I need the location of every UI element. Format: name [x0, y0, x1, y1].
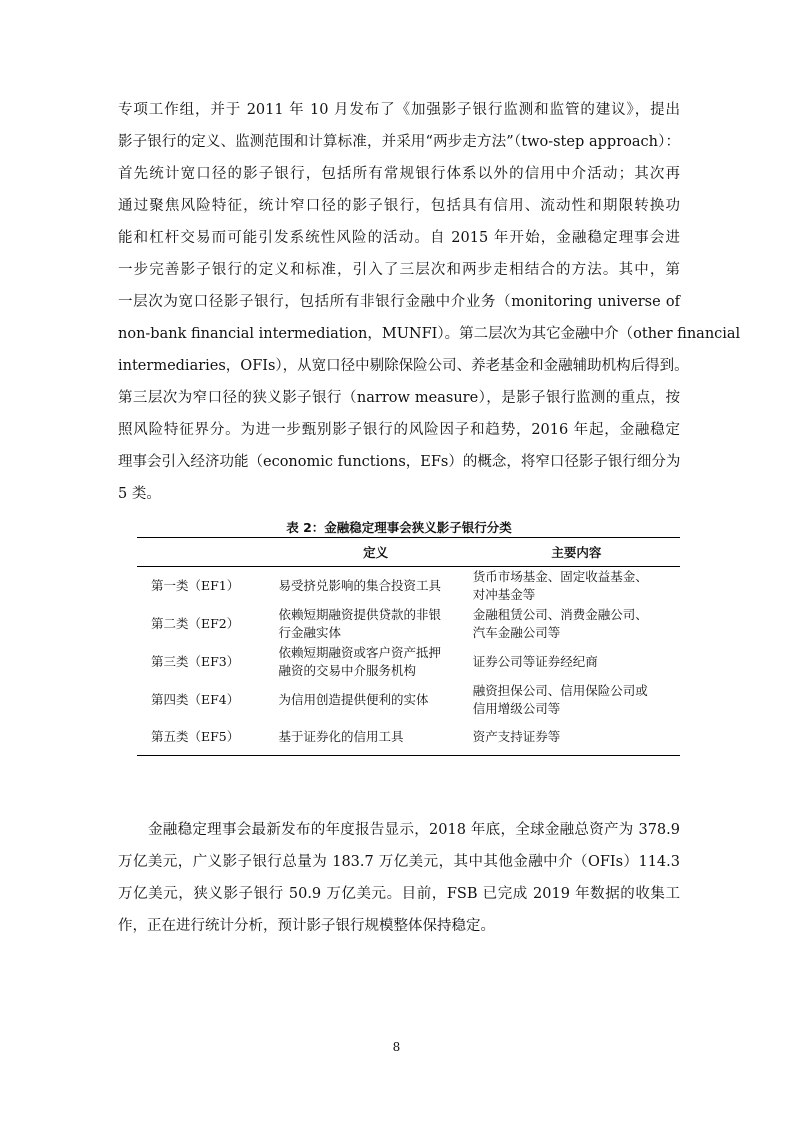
text-line: 专项工作组，并于 2011 年 10 月发布了《加强影子银行监测和监管的建议》，提出 [118, 102, 680, 118]
cell-content [473, 681, 680, 719]
header-definition: 定义 [279, 538, 473, 567]
header-content: 主要内容 [473, 538, 680, 567]
text-line: 5 类。 [118, 486, 161, 502]
cell-line: 货币市场基金、固定收益基金、 [472, 569, 648, 584]
cell-category: 第四类（EF4） [151, 692, 240, 707]
cell-definition [279, 605, 473, 643]
text-line: 影子银行的定义、监测范围和计算标准，并采用“两步走方法”（two-step approach）： [118, 134, 680, 150]
cell-definition [279, 567, 473, 606]
page-number: 8 [392, 1040, 401, 1054]
text-line: 照风险特征界分。为进一步甄别影子银行的风险因子和趋势，2016 年起，金融稳定 [118, 422, 680, 438]
text-line: 第三层次为窄口径的狭义影子银行（narrow measure），是影子银行监测的重点，按 [118, 390, 680, 406]
cell-line: 易受挤兑影响的集合投资工具 [278, 578, 442, 593]
table-caption: 表 2：金融稳定理事会狭义影子银行分类 [286, 520, 512, 535]
cell-line: 信用增级公司等 [472, 701, 561, 716]
text-line: 一层次为宽口径影子银行，包括所有非银行金融中介业务（monitoring universe of [118, 294, 680, 310]
cell-content [473, 643, 680, 681]
text-line: 作，正在进行统计分析，预计影子银行规模整体保持稳定。 [118, 918, 495, 934]
cell-definition [279, 643, 473, 681]
cell-line: 资产支持证券等 [472, 729, 561, 744]
cell-line: 融资担保公司、信用保险公司或 [472, 683, 648, 698]
cell-line: 汽车金融公司等 [472, 625, 561, 640]
cell-category: 第二类（EF2） [151, 616, 240, 631]
cell-line: 依赖短期融资或客户资产抵押 [278, 645, 442, 660]
table-row [137, 681, 680, 719]
cell-line: 金融租赁公司、消费金融公司、 [472, 607, 648, 622]
text-line: intermediaries，OFIs），从宽口径中剔除保险公司、养老基金和金融辅助机构后得到。 [118, 358, 689, 374]
cell-content [473, 719, 680, 756]
table-row [137, 567, 680, 606]
text-line: 能和杠杆交易而可能引发系统性风险的活动。自 2015 年开始，金融稳定理事会进 [118, 230, 680, 246]
cell-line: 基于证券化的信用工具 [278, 729, 404, 744]
text-line: 通过聚焦风险特征，统计窄口径的影子银行，包括具有信用、流动性和期限转换功 [118, 198, 680, 214]
cell-definition [279, 719, 473, 756]
table-row [137, 719, 680, 756]
cell-line: 融资的交易中介服务机构 [278, 663, 417, 678]
table-row [137, 605, 680, 643]
paragraph-shadow-banking-definition [118, 94, 741, 510]
shadow-banking-classification-table [137, 537, 680, 756]
text-line: 金融稳定理事会最新发布的年度报告显示，2018 年底，全球金融总资产为 378.9 [148, 822, 680, 838]
paragraph-shadow-banking-size [118, 814, 680, 942]
cell-category: 第五类（EF5） [137, 719, 279, 756]
header-category [137, 538, 279, 567]
cell-line: 为信用创造提供便利的实体 [278, 692, 429, 707]
table-header-row [137, 538, 680, 567]
text-line: 首先统计宽口径的影子银行，包括所有常规银行体系以外的信用中介活动；其次再 [118, 166, 680, 182]
cell-line: 行金融实体 [278, 625, 342, 640]
text-line: 万亿美元，广义影子银行总量为 183.7 万亿美元，其中其他金融中介（OFIs）114.3 [118, 854, 680, 870]
cell-category: 第一类（EF1） [151, 578, 240, 593]
cell-line: 证券公司等证券经纪商 [472, 654, 598, 669]
cell-content [473, 567, 680, 606]
text-line: 一步完善影子银行的定义和标准，引入了三层次和两步走相结合的方法。其中，第 [118, 262, 680, 278]
text-line: non-bank financial intermediation，MUNFI）。第二层次为其它金融中介（other financial [118, 326, 741, 342]
cell-category: 第三类（EF3） [151, 654, 240, 669]
text-line: 理事会引入经济功能（economic functions，EFs）的概念，将窄口径影子银行细分为 [118, 454, 681, 470]
table-row [137, 643, 680, 681]
cell-line: 依赖短期融资提供贷款的非银 [278, 607, 442, 622]
cell-line: 对冲基金等 [472, 587, 536, 602]
cell-content [473, 605, 680, 643]
cell-definition [279, 681, 473, 719]
text-line: 万亿美元，狭义影子银行 50.9 万亿美元。目前，FSB 已完成 2019 年数据的收集工 [118, 886, 680, 902]
